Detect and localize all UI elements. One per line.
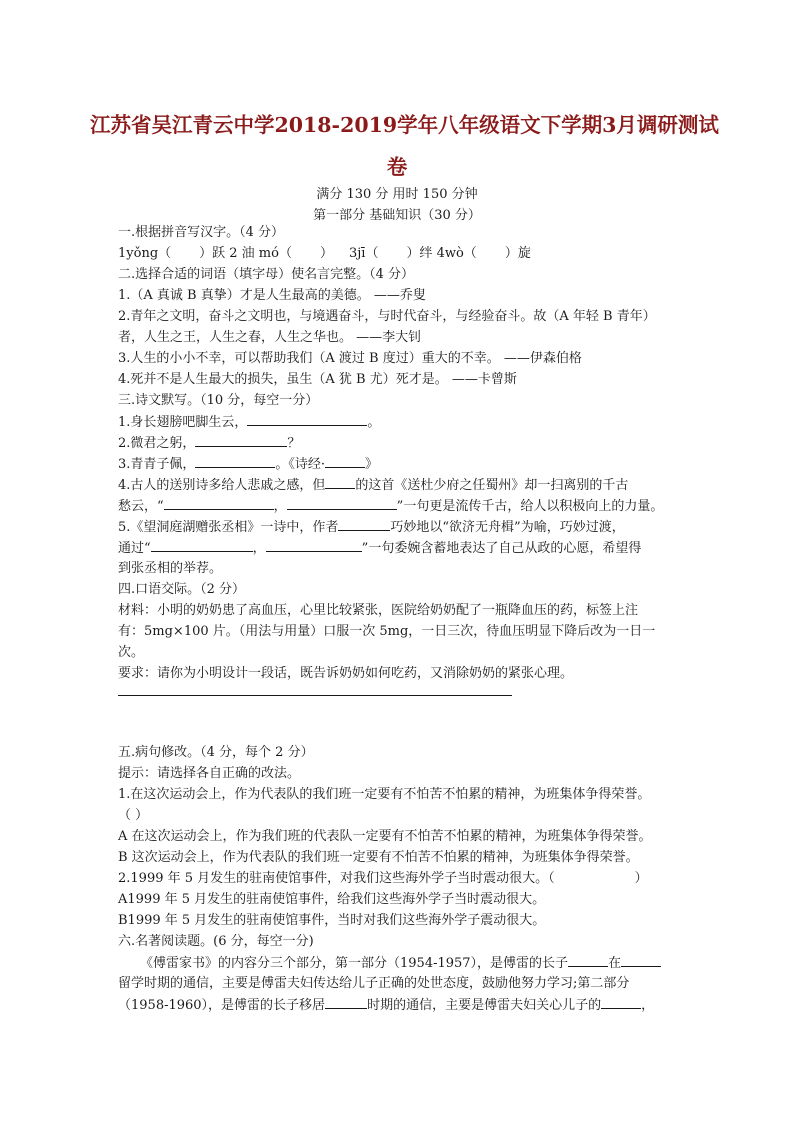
option-2a: A1999 年 5 月发生的驻南使馆事件，给我们这些海外学子当时震动很大。 xyxy=(118,892,546,907)
requirement-line: 要求：请你为小明设计一段话，既告诉奶奶如何吃药，又消除奶奶的紧张心理。 xyxy=(118,666,574,681)
answer-blank[interactable] xyxy=(287,497,397,510)
reading-line-1: 《傅雷家书》的内容分三个部分，第一部分（1954-1957），是傅雷的长子 在 xyxy=(140,954,661,973)
answer-blank[interactable] xyxy=(247,413,367,426)
section-2-heading: 二.选择合适的词语（填字母）使名言完整。（4 分） xyxy=(118,267,415,282)
answer-blank[interactable] xyxy=(195,455,275,468)
pinyin-item-2: ）跃 2 油 mó（ xyxy=(199,246,292,261)
section-6-heading: 六.名著阅读题。(6 分，每空一分) xyxy=(118,934,314,949)
poem-q3: 3.青青子佩， 。《诗经· 》 xyxy=(118,457,379,472)
answer-blank[interactable] xyxy=(338,518,390,531)
answer-blank[interactable] xyxy=(601,996,641,1009)
section-5-heading: 五.病句修改。（4 分，每个 2 分） xyxy=(118,745,314,760)
pinyin-row xyxy=(118,245,531,263)
material-line-2: 有：5mg×100 片。（用法与用量）口服一次 5mg，一日三次，待血压明显下降后改为一日一 xyxy=(118,624,656,639)
answer-blank[interactable] xyxy=(568,954,608,967)
section-3-heading: 三.诗文默写。（10 分，每空一分） xyxy=(118,393,319,408)
pinyin-item-3: ） xyxy=(319,246,333,261)
document-title-continued: 卷 xyxy=(386,155,408,179)
part-one-heading: 第一部分 基础知识（30 分） xyxy=(313,208,481,223)
material-line-3: 次。 xyxy=(118,645,145,660)
pinyin-item-6: ）旋 xyxy=(504,246,531,261)
answer-blank[interactable] xyxy=(325,476,355,489)
option-2b: B1999 年 5 月发生的驻南使馆事件，当时对我们这些海外学子震动很大。 xyxy=(118,913,546,928)
material-line-1: 材料：小明的奶奶患了高血压，心里比较紧张，医院给奶奶配了一瓶降血压的药，标签上注 xyxy=(118,603,639,618)
option-1b: B 这次运动会上，作为代表队的我们班一定要有不怕苦不怕累的精神，为班集体争得荣誉。 xyxy=(118,850,639,865)
answer-blank[interactable] xyxy=(621,954,661,967)
reading-line-2: 留学时期的通信，主要是傅雷夫妇传达给儿子正确的处世态度，鼓励他努力学习;第二部分 xyxy=(118,976,630,991)
poem-q1: 1.身长翅膀吧脚生云， 。 xyxy=(118,415,381,430)
section-1-heading: 一.根据拼音写汉字。（4 分） xyxy=(118,225,285,240)
pinyin-item-4: 3jī（ xyxy=(348,246,379,261)
quote-2-line-1: 2.青年之文明，奋斗之文明也，与境遇奋斗，与时代奋斗，与经验奋斗。故（A 年轻 B 青年） xyxy=(118,309,656,324)
quote-1: 1.（A 真诚 B 真挚）才是人生最高的美德。 ——乔叟 xyxy=(118,288,426,303)
score-time-line: 满分 130 分 用时 150 分钟 xyxy=(316,187,478,202)
answer-paren-1: （ ） xyxy=(118,808,149,823)
poem-q5-line-2: 通过“ ， ”一句委婉含蓄地表达了自己从政的心愿，希望得 xyxy=(118,541,642,556)
option-1a: A 在这次运动会上，作为我们班的代表队一定要有不怕苦不怕累的精神，为班集体争得荣誉。 xyxy=(118,829,652,844)
answer-blank[interactable] xyxy=(164,497,274,510)
poem-q4-line-2: 愁云，“ ， ”一句更是流传千古，给人以积极向上的力量。 xyxy=(118,499,664,514)
pinyin-item-1: 1yǒng（ xyxy=(118,246,172,261)
poem-q5-line-1: 5.《望洞庭湖赠张丞相》一诗中，作者 巧妙地以“欲济无舟楫”为喻，巧妙过渡， xyxy=(118,520,625,535)
answer-blank[interactable] xyxy=(151,539,253,552)
pinyin-item-5: ）绊 4wò（ xyxy=(406,246,477,261)
reading-line-3: （1958-1960），是傅雷的长子移居 时期的通信，主要是傅雷夫妇关心儿子的 ， xyxy=(118,998,655,1013)
answer-blank[interactable] xyxy=(325,455,365,468)
sick-sentence-2: 2.1999 年 5 月发生的驻南使馆事件，对我们这些海外学子当时震动很大。（ ） xyxy=(118,871,648,886)
sick-sentence-1: 1.在这次运动会上，作为代表队的我们班一定要有不怕苦不怕累的精神，为班集体争得荣誉。 xyxy=(118,787,651,802)
quote-3: 3.人生的小小不幸，可以帮助我们（A 渡过 B 度过）重大的不幸。 ——伊森伯格 xyxy=(118,351,582,366)
quote-2-line-2: 者，人生之王，人生之春，人生之华也。 ——李大钊 xyxy=(118,330,422,345)
poem-q2: 2.微君之躬， ？ xyxy=(118,436,301,451)
answer-line[interactable] xyxy=(118,695,512,696)
section-4-heading: 四.口语交际。（2 分） xyxy=(118,582,246,597)
answer-blank[interactable] xyxy=(195,434,287,447)
document-title: 江苏省吴江青云中学2018-2019学年八年级语文下学期3月调研测试 xyxy=(90,113,719,137)
hint-line: 提示：请选择各自正确的改法。 xyxy=(118,766,301,781)
poem-q4-line-1: 4.古人的送别诗多给人悲戚之感，但 的这首《送杜少府之任蜀州》却一扫离别的千古 xyxy=(118,478,629,493)
answer-blank[interactable] xyxy=(325,996,367,1009)
quote-4: 4.死并不是人生最大的损失，虽生（A 犹 B 尤）死才是。 ——卡曾斯 xyxy=(118,372,517,387)
poem-q5-line-3: 到张丞相的举荐。 xyxy=(118,561,223,576)
answer-blank[interactable] xyxy=(266,539,362,552)
